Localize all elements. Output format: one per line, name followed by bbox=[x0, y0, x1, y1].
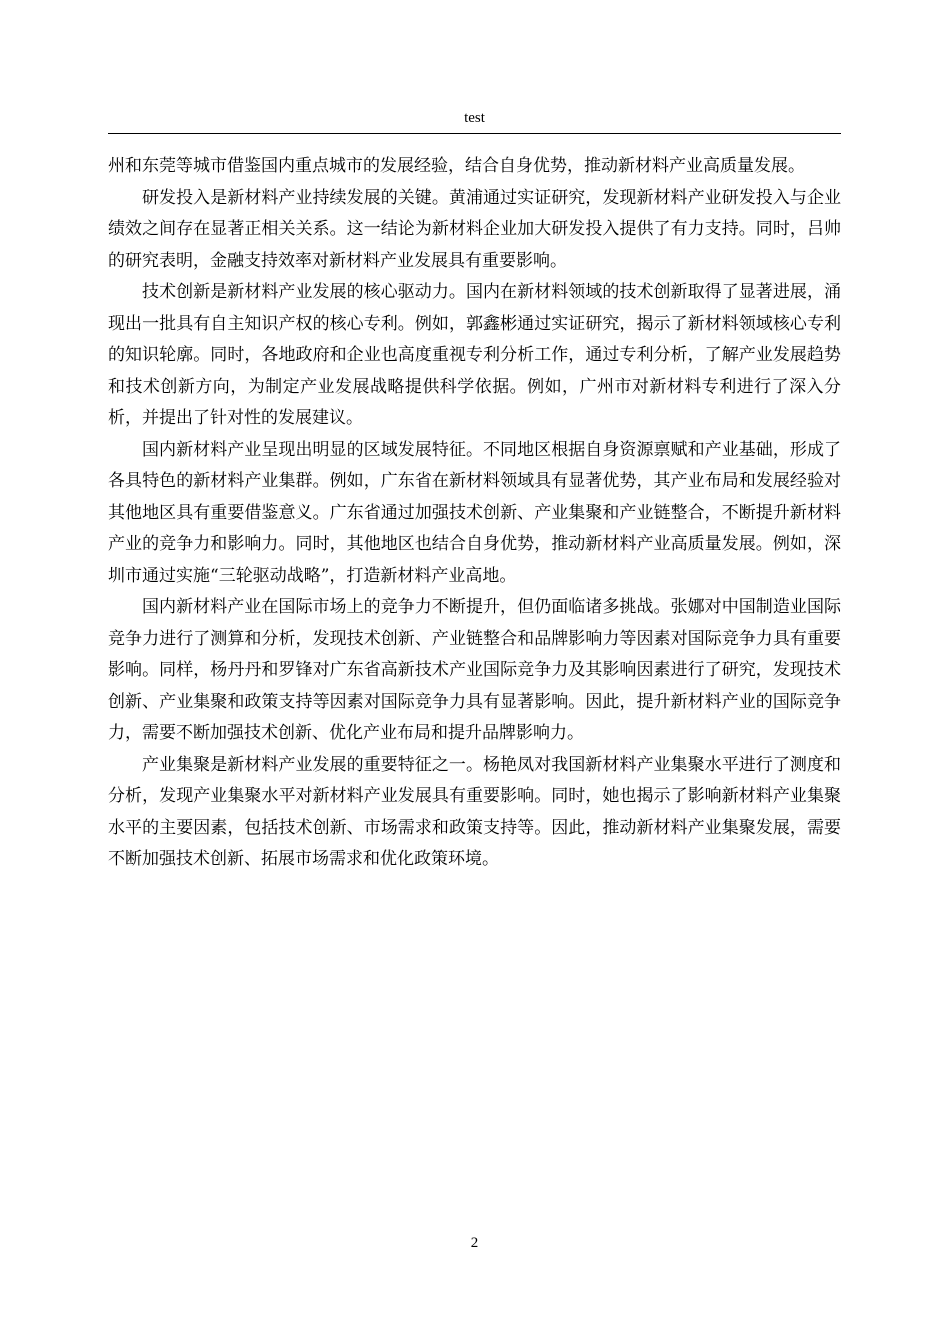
document-body bbox=[108, 151, 841, 876]
header-divider bbox=[108, 133, 841, 134]
paragraph-international-competitiveness: 国内新材料产业在国际市场上的竞争力不断提升，但仍面临诸多挑战。张娜对中国制造业国际竞争力进行了测算和分析，发现技术创新、产业链整合和品牌影响力等因素对国际竞争力具有重要影响。同样，杨丹丹和罗锋对广东省高新技术产业国际竞争力及其影响因素进行了研究，发现技术创新、产业集聚和政策支持等因素对国际竞争力具有显著影响。因此，提升新材料产业的国际竞争力，需要不断加强技术创新、优化产业布局和提升品牌影响力。 bbox=[108, 597, 841, 743]
paragraph-industrial-clustering: 产业集聚是新材料产业发展的重要特征之一。杨艳凤对我国新材料产业集聚水平进行了测度和分析，发现产业集聚水平对新材料产业发展具有重要影响。同时，她也揭示了影响新材料产业集聚水平的主要因素，包括技术创新、市场需求和政策支持等。因此，推动新材料产业集聚发展，需要不断加强技术创新、拓展市场需求和优化政策环境。 bbox=[108, 754, 841, 869]
page-header: test bbox=[464, 110, 485, 126]
paragraph-regional-features: 国内新材料产业呈现出明显的区域发展特征。不同地区根据自身资源禀赋和产业基础，形成了各具特色的新材料产业集群。例如，广东省在新材料领域具有显著优势，其产业布局和发展经验对其他地区具有重要借鉴意义。广东省通过加强技术创新、产业集聚和产业链整合，不断提升新材料产业的竞争力和影响力。同时，其他地区也结合自身优势，推动新材料产业高质量发展。例如，深圳市通过实施“三轮驱动战略”，打造新材料产业高地。 bbox=[108, 439, 841, 586]
paragraph-tech-innovation: 技术创新是新材料产业发展的核心驱动力。国内在新材料领域的技术创新取得了显著进展，涌现出一批具有自主知识产权的核心专利。例如，郭鑫彬通过实证研究，揭示了新材料领域核心专利的知识轮廓。同时，各地政府和企业也高度重视专利分析工作，通过专利分析，了解产业发展趋势和技术创新方向，为制定产业发展战略提供科学依据。例如，广州市对新材料专利进行了深入分析，并提出了针对性的发展建议。 bbox=[108, 282, 841, 428]
page-number: 2 bbox=[470, 1235, 479, 1251]
paragraph-continuation: 州和东莞等城市借鉴国内重点城市的发展经验，结合自身优势，推动新材料产业高质量发展。 bbox=[108, 156, 805, 176]
paragraph-rd-investment: 研发投入是新材料产业持续发展的关键。黄浦通过实证研究，发现新材料产业研发投入与企业绩效之间存在显著正相关关系。这一结论为新材料企业加大研发投入提供了有力支持。同时，吕帅的研究表明，金融支持效率对新材料产业发展具有重要影响。 bbox=[108, 187, 841, 271]
